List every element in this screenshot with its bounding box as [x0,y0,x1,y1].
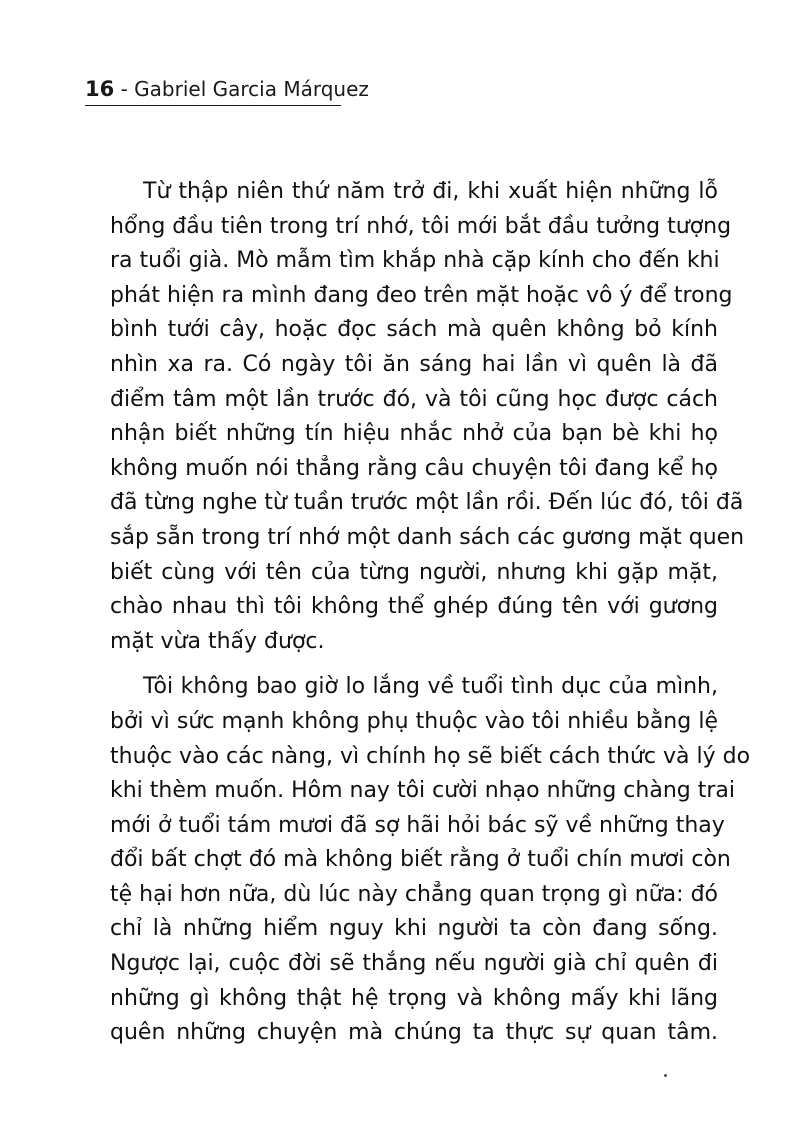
text-line: biết cùng với tên của từng người, nhưng khi gặp mặt, [110,559,718,585]
text-line: hổng đầu tiên trong trí nhớ, tôi mới bắt đầu tưởng tượng [110,213,732,239]
text-line: thuộc vào các nàng, vì chính họ sẽ biết cách thức và lý do [110,743,751,769]
text-line: không muốn nói thẳng rằng câu chuyện tôi đang kể họ [110,455,718,481]
text-line: Ngược lại, cuộc đời sẽ thắng nếu người già chỉ quên đi [110,951,718,977]
text-line: mặt vừa thấy được. [110,628,325,654]
text-line: ra tuổi già. Mò mẫm tìm khắp nhà cặp kính cho đến khi [110,248,720,274]
text-line: mới ở tuổi tám mươi đã sợ hãi hỏi bác sỹ về những thay [110,812,725,838]
body-text [110,175,751,1051]
page-number: 16 [85,77,115,101]
text-line: tệ hại hơn nữa, dù lúc này chẳng quan trọng gì nữa: đó [110,881,718,907]
text-line: nhìn xa ra. Có ngày tôi ăn sáng hai lần vì quên là đã [110,351,718,377]
text-line: điểm tâm một lần trước đó, và tôi cũng học được cách [110,386,718,412]
running-header [85,76,369,106]
author-name: Gabriel Garcia Márquez [134,77,369,101]
text-line: bình tưới cây, hoặc đọc sách mà quên không bỏ kính [110,317,718,343]
text-line: sắp sẵn trong trí nhớ một danh sách các gương mặt quen [110,524,745,550]
text-line: bởi vì sức mạnh không phụ thuộc vào tôi nhiều bằng lệ [110,708,718,734]
text-line: đã từng nghe từ tuần trước một lần rồi. Đến lúc đó, tôi đã [110,490,744,516]
text-line: quên những chuyện mà chúng ta thực sự quan tâm. [110,1020,718,1046]
ink-speck [664,1074,667,1077]
text-line: nhận biết những tín hiệu nhắc nhở của bạn bè khi họ [110,421,718,447]
text-line: những gì không thật hệ trọng và không mấy khi lãng [110,985,718,1011]
text-line: Từ thập niên thứ năm trở đi, khi xuất hiện những lỗ [143,179,718,204]
paragraph-2 [110,670,751,1051]
paragraph-1 [110,175,745,659]
text-line: chỉ là những hiểm nguy khi người ta còn đang sống. [110,916,718,942]
header-separator: - [114,77,135,101]
text-line: khi thèm muốn. Hôm nay tôi cười nhạo những chàng trai [110,778,735,804]
text-line: Tôi không bao giờ lo lắng về tuổi tình dục của mình, [143,674,718,700]
text-line: đổi bất chợt đó mà không biết rằng ở tuổi chín mươi còn [110,847,731,873]
text-line: phát hiện ra mình đang đeo trên mặt hoặc vô ý để trong [110,282,733,308]
text-line: chào nhau thì tôi không thể ghép đúng tên với gương [110,594,718,620]
